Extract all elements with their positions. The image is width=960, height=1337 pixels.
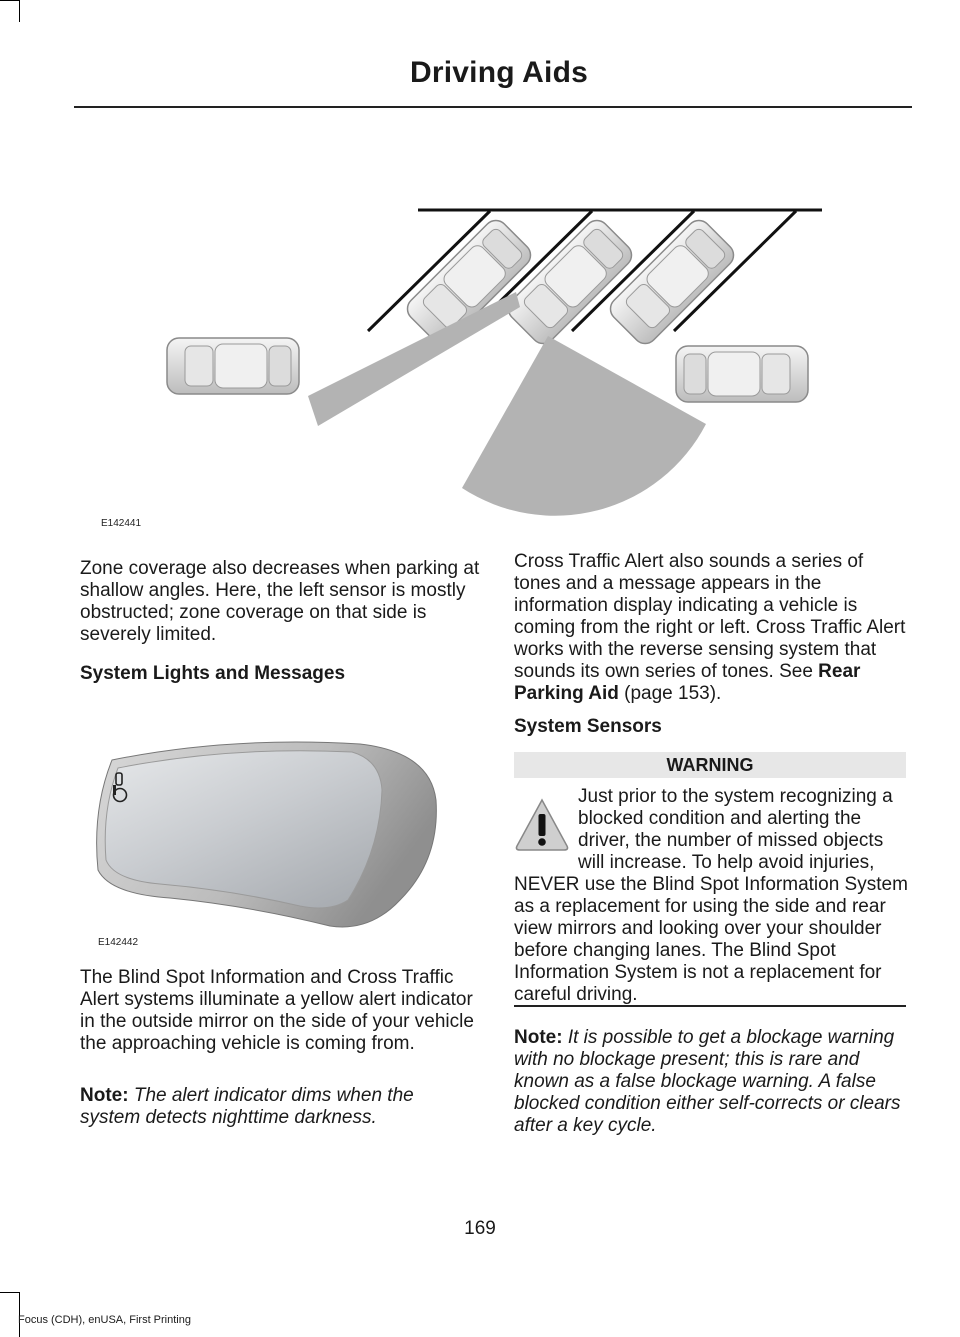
figure-id: E142442: [98, 937, 139, 948]
parked-car: [606, 216, 739, 349]
note-blockage: [514, 1027, 910, 1137]
note-text: The alert indicator dims when the system detects nighttime darkness.: [80, 1085, 414, 1128]
warning-triangle-icon: [514, 796, 570, 854]
parked-car: [504, 216, 637, 349]
alert-indicator-paragraph: The Blind Spot Information and Cross Traffic Alert systems illuminate a yellow alert indicator in the outside mirror on the side of your vehicle the approaching vehicle is coming from.: [80, 967, 474, 1054]
section-heading-sensors: System Sensors: [514, 716, 662, 737]
zone-coverage-paragraph: Zone coverage also decreases when parking at shallow angles. Here, the left sensor is mostly obstructed; zone coverage on that side is severely limited.: [80, 558, 480, 645]
parking-zone-diagram: [100, 196, 840, 526]
section-heading-lights: System Lights and Messages: [80, 663, 346, 684]
crop-mark-bottom-left: [0, 1292, 20, 1293]
page-title: Driving Aids: [410, 56, 588, 89]
note-label: Note:: [80, 1085, 129, 1106]
warning-divider: [514, 1005, 906, 1007]
approaching-car-left: [167, 338, 299, 394]
figure-id: E142441: [101, 518, 142, 529]
approaching-car-right: [676, 346, 808, 402]
note-text: It is possible to get a blockage warning with no blockage present; this is rare and known as a false blockage warning. A false blocked condition either self-corrects or clears after a key cycle.: [514, 1027, 901, 1136]
note-dims: [80, 1085, 475, 1129]
header-divider: [74, 106, 912, 108]
rear-parking-aid-link[interactable]: Rear Parking Aid: [514, 661, 861, 704]
warning-body: [514, 786, 908, 1006]
cross-traffic-text: Cross Traffic Alert also sounds a series of tones and a message appears in the information display indicating a vehicle is coming from the right or left. Cross Traffic Alert works with the reverse sensing system that sounds its own series of tones. See: [514, 551, 906, 682]
page-reference: (page 153).: [624, 683, 722, 704]
page-number: 169: [464, 1218, 496, 1239]
warning-header: WARNING: [514, 752, 906, 778]
crop-mark-top-left: [0, 0, 20, 1]
crop-mark-top-left-v: [19, 0, 20, 22]
side-mirror-illustration: [92, 736, 444, 936]
warning-text: Just prior to the system recognizing a blocked condition and alerting the driver, the number of missed objects will increase. To help avoid injuries, NEVER use the Blind Spot Information System as a replacement for using the side and rear view mirrors and looking over your shoulder before changing lanes. The Blind Spot Information System is not a replacement for careful driving.: [514, 786, 908, 1005]
right-sensor-zone: [462, 336, 706, 516]
cross-traffic-paragraph: [514, 551, 910, 705]
note-label: Note:: [514, 1027, 563, 1048]
footer-text: Focus (CDH), enUSA, First Printing: [18, 1314, 191, 1326]
